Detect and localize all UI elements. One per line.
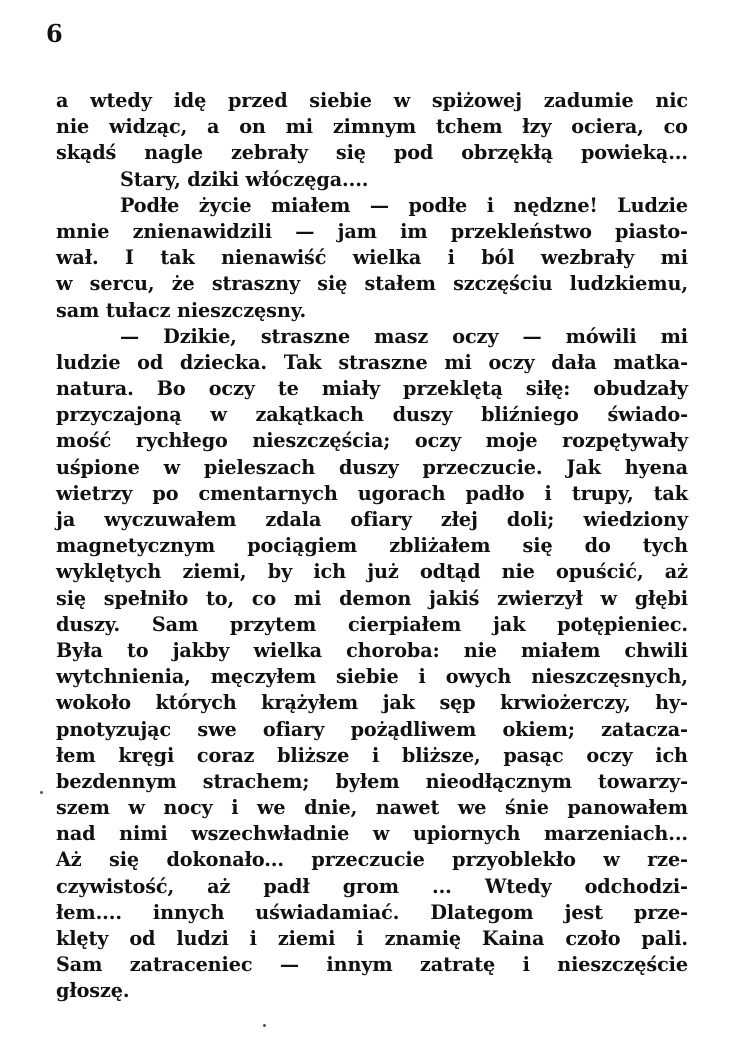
word: miałem [521,638,601,662]
word: się [317,272,348,296]
word: spiżowej [431,89,522,112]
text-line [56,586,688,612]
word: w [600,586,617,610]
word: się [335,141,366,165]
word: od [129,927,156,950]
word: się [56,586,86,610]
word: i [249,927,257,950]
text-line [56,743,688,769]
print-speck [40,791,43,794]
word: których [155,691,237,715]
word: mi [293,586,322,610]
word: potępieniec. [557,612,688,636]
word: bliższe, [401,743,481,767]
word: Sam [151,612,199,636]
word: co [663,115,688,139]
word: nad [56,822,96,846]
word: nic [655,89,688,112]
text-line [56,533,688,559]
word: szem [56,796,110,820]
text-line [56,245,688,271]
word: te [277,377,299,401]
word: nienawiść [221,246,327,270]
word: pożądliwem [350,717,477,741]
word: Wtedy [484,874,552,898]
word: bliższe [277,743,350,767]
word: opuścić, [556,560,644,584]
word: zwierzył [497,586,583,610]
text-line [56,350,688,376]
word: oczy [414,429,462,453]
word: by [267,560,293,584]
text-line [56,717,688,743]
word: Sam [56,953,103,977]
word: życie [198,193,252,217]
word: ugorach [357,481,446,505]
word: i [486,193,494,217]
word: padło [465,481,525,505]
word: jam [337,219,377,243]
word: coraz [196,743,255,767]
word: przytem [229,612,317,636]
word: powieką... [580,141,688,165]
word: tak [653,481,688,505]
word: nocy [163,796,213,820]
word: jakiś [429,586,480,610]
word: to, [206,586,235,610]
word: oczy [208,377,255,401]
word: wokoło [56,691,131,715]
print-speck [263,1024,266,1027]
word: nieszczęścia; [252,429,391,453]
word: i [371,743,380,767]
word: pieleszach [203,455,316,479]
word: to [126,638,149,662]
word: wyczuwałem [104,508,237,531]
word: okiem; [502,717,575,741]
word: towarzy- [598,769,688,793]
word: choroba: [346,638,440,662]
word: klęty [56,927,109,950]
word: że [171,272,195,296]
word: straszne [260,324,351,348]
word: hy- [655,691,688,715]
word: Kaina [482,927,545,950]
word: ludzie [56,350,121,374]
text-line [56,847,688,873]
word: sercu, [89,272,155,296]
word: się [522,534,553,558]
word: rozpętywały [562,429,688,453]
word: Dzikie, [163,324,237,348]
word: zimnym [332,115,417,139]
word: oczy [586,743,633,767]
word: łzy [522,115,552,139]
word: — [279,953,299,977]
word: Bo [156,377,186,401]
word: pnotyzując [56,717,172,741]
word: nieszczęsnych, [531,665,688,689]
word: jak [493,612,526,636]
word: mość [56,429,112,453]
text-line [56,428,688,454]
word: spełniło [103,586,189,610]
word: dziecka. [179,350,268,374]
word: odchodzi- [584,874,688,898]
word: w [163,455,181,479]
word: aż [207,874,231,898]
word: Aż [56,848,82,872]
page-number: 6 [46,19,63,48]
word: on [239,115,266,139]
word: bezdennym [56,769,177,793]
word: mi [660,246,688,270]
word: prze- [633,900,688,924]
word: rze- [647,848,688,872]
word: nie [501,560,535,584]
word: piasto- [615,219,688,243]
word: kręgi [118,743,175,767]
word: duszy [392,403,453,427]
word: zdala [265,508,322,531]
text-line [56,821,688,847]
word: magnetycznym [56,534,216,558]
word: dokonało... [166,848,284,872]
word: do [584,534,611,558]
word: Dlategom [430,900,534,924]
word: cierpiałem [347,612,462,636]
word: siłę: [525,377,571,401]
word: duszy [338,455,399,479]
word: znamię [384,927,462,950]
word: ofiary [350,508,412,531]
text-line [56,507,688,533]
word: śnie [504,796,549,820]
word: a [56,89,69,112]
word: zadumie [543,89,634,112]
word: — [120,324,140,348]
word: nimi [119,822,168,846]
word: widząc, [108,115,188,139]
word: — [369,193,389,217]
text-line [56,140,688,166]
word: swe [197,717,237,741]
word: złej [440,508,478,531]
text-line [56,271,688,297]
word: tak [160,246,195,270]
word: Tak [283,350,322,374]
word: nieszczęście [557,953,688,977]
text-line: Stary, dziki włóczęga.... [120,167,369,191]
word: zakątkach [255,403,364,427]
word: jak [382,691,415,715]
text-line [56,926,688,952]
word: pasąc [503,743,564,767]
word: bliźniego [481,403,579,427]
word: od [137,350,164,374]
word: grom [342,874,399,898]
word: głębi [634,586,688,610]
word: doli; [506,508,555,531]
word: dała [551,350,597,374]
word: się [109,848,140,872]
word: straszne [338,350,428,374]
word: Podłe [120,193,180,217]
word: pod [393,141,434,165]
text-line [56,612,688,638]
word: Jak [566,455,601,479]
word: — [295,219,315,243]
word: w [210,403,227,427]
word: znienawidzili [132,219,272,243]
word: dnie, [304,796,358,820]
text-line [56,795,688,821]
text-line [56,900,688,926]
word: innych [152,900,225,924]
text-line [56,219,688,245]
word: świado- [607,403,688,427]
word: byłem [335,769,400,793]
word: miały [321,377,380,401]
word: przekleństwo [450,219,592,243]
word: nie [56,115,90,139]
word: ich [655,743,688,767]
word: masz [374,324,429,348]
word: wszechwładnie [191,822,350,846]
word: Ludzie [617,193,688,217]
word: rychłego [135,429,228,453]
word: w [56,272,73,296]
word: zebrały [231,141,308,165]
word: zbliżałem [389,534,491,558]
word: i [522,953,530,977]
word: w [128,796,145,820]
word: już [367,560,399,584]
word: wietrzy [56,481,133,505]
word: i [231,796,239,820]
word: oczy [488,350,535,374]
word: przeczucie [311,848,425,872]
word: matka- [613,350,688,374]
word: innym [326,953,393,977]
word: krążyłem [261,691,359,715]
word: krwiożerczy, [500,691,631,715]
word: ... [432,874,452,898]
word: idę [173,89,207,112]
word: uśpione [56,455,140,479]
word: i [418,665,426,689]
word: i [356,927,364,950]
body-text [56,88,688,1005]
word: przed [227,89,288,112]
word: podłe [408,193,468,217]
word: wyklętych [56,560,162,584]
word: cmentarnych [198,481,338,505]
word: pali. [641,927,688,950]
text-line [56,455,688,481]
word: jakby [172,638,230,662]
word: Była [56,638,103,662]
text-line [56,402,688,428]
word: odtąd [419,560,481,584]
word: ziemi [277,927,336,950]
word: zatraceniec [129,953,253,977]
word: a [207,115,220,139]
word: szczęściu [453,272,553,296]
word: owych [445,665,512,689]
word: nędzne! [513,193,598,217]
text-line: sam tułacz nieszczęsny. [56,298,307,322]
word: siebie [309,89,372,112]
word: obudzały [593,377,688,401]
word: skądś [56,141,117,165]
word: nawet [375,796,440,820]
text-line [56,690,688,716]
word: I [125,246,134,270]
word: w [372,822,390,846]
text-line: głoszę. [56,979,130,1003]
word: po [152,481,179,505]
word: ludzkiemu, [569,272,688,296]
word: łem.... [56,900,122,924]
word: ból [481,246,515,270]
word: męczyłem [210,665,317,689]
word: hyena [624,455,688,479]
word: wtedy [90,89,152,112]
word: mi [660,324,688,348]
word: obrzękłą [461,141,553,165]
word: ofiary [262,717,325,741]
word: chwili [624,638,688,662]
word: wielka [253,638,322,662]
word: siebie [335,665,399,689]
word: nieodłącznym [425,769,572,793]
word: przyczajoną [56,403,182,427]
word: w [393,89,411,112]
word: duszy. [56,612,121,636]
word: miałem [270,193,351,217]
word: padł [263,874,310,898]
word: we [457,796,487,820]
word: tych [642,534,688,558]
word: ziemi, [182,560,247,584]
word: mnie [56,219,110,243]
word: czywistość, [56,874,175,898]
text-line [56,193,688,219]
word: mi [444,350,472,374]
word: ich [313,560,346,584]
word: we [257,796,286,820]
word: aż [664,560,688,584]
word: przyoblekło [452,848,576,872]
word: moje [485,429,538,453]
text-line [56,114,688,140]
text-line [56,769,688,795]
word: strachem; [202,769,310,793]
word: czoło [565,927,621,950]
word: im [400,219,428,243]
word: w [603,848,620,872]
word: zatacza- [601,717,688,741]
text-line [56,559,688,585]
word: co [251,586,277,610]
word: wał. [56,246,99,270]
word: łem [56,743,96,767]
text-line [56,874,688,900]
word: oczy [452,324,499,348]
word: wezbrały [540,246,635,270]
word: stałem [364,272,436,296]
word: panowałem [567,796,688,820]
word: przeklętą [403,377,503,401]
word: upiornych [412,822,521,846]
word: natura. [56,377,134,401]
word: marzeniach... [544,822,688,846]
text-line [56,88,688,114]
word: straszny [211,272,301,296]
word: zatratę [420,953,496,977]
word: mi [285,115,313,139]
text-line [56,952,688,978]
word: wielka [352,246,422,270]
word: ociera, [571,115,644,139]
word: mówili [565,324,637,348]
word: jest [564,900,603,924]
text-line [56,481,688,507]
word: nagle [144,141,204,165]
word: tchem [435,115,503,139]
text-line [56,324,688,350]
word: nie [463,638,497,662]
word: i [544,481,552,505]
word: trupy, [571,481,634,505]
word: wiedziony [583,508,688,531]
word: ja [56,508,76,531]
word: przeczucie. [422,455,543,479]
word: sęp [439,691,476,715]
word: ludzi [176,927,229,950]
text-line [56,638,688,664]
word: demon [339,586,412,610]
word: — [522,324,542,348]
word: pociągiem [247,534,358,558]
word: wytchnienia, [56,665,191,689]
word: i [447,246,455,270]
word: uświadamiać. [255,900,400,924]
text-line [56,376,688,402]
text-line [56,664,688,690]
